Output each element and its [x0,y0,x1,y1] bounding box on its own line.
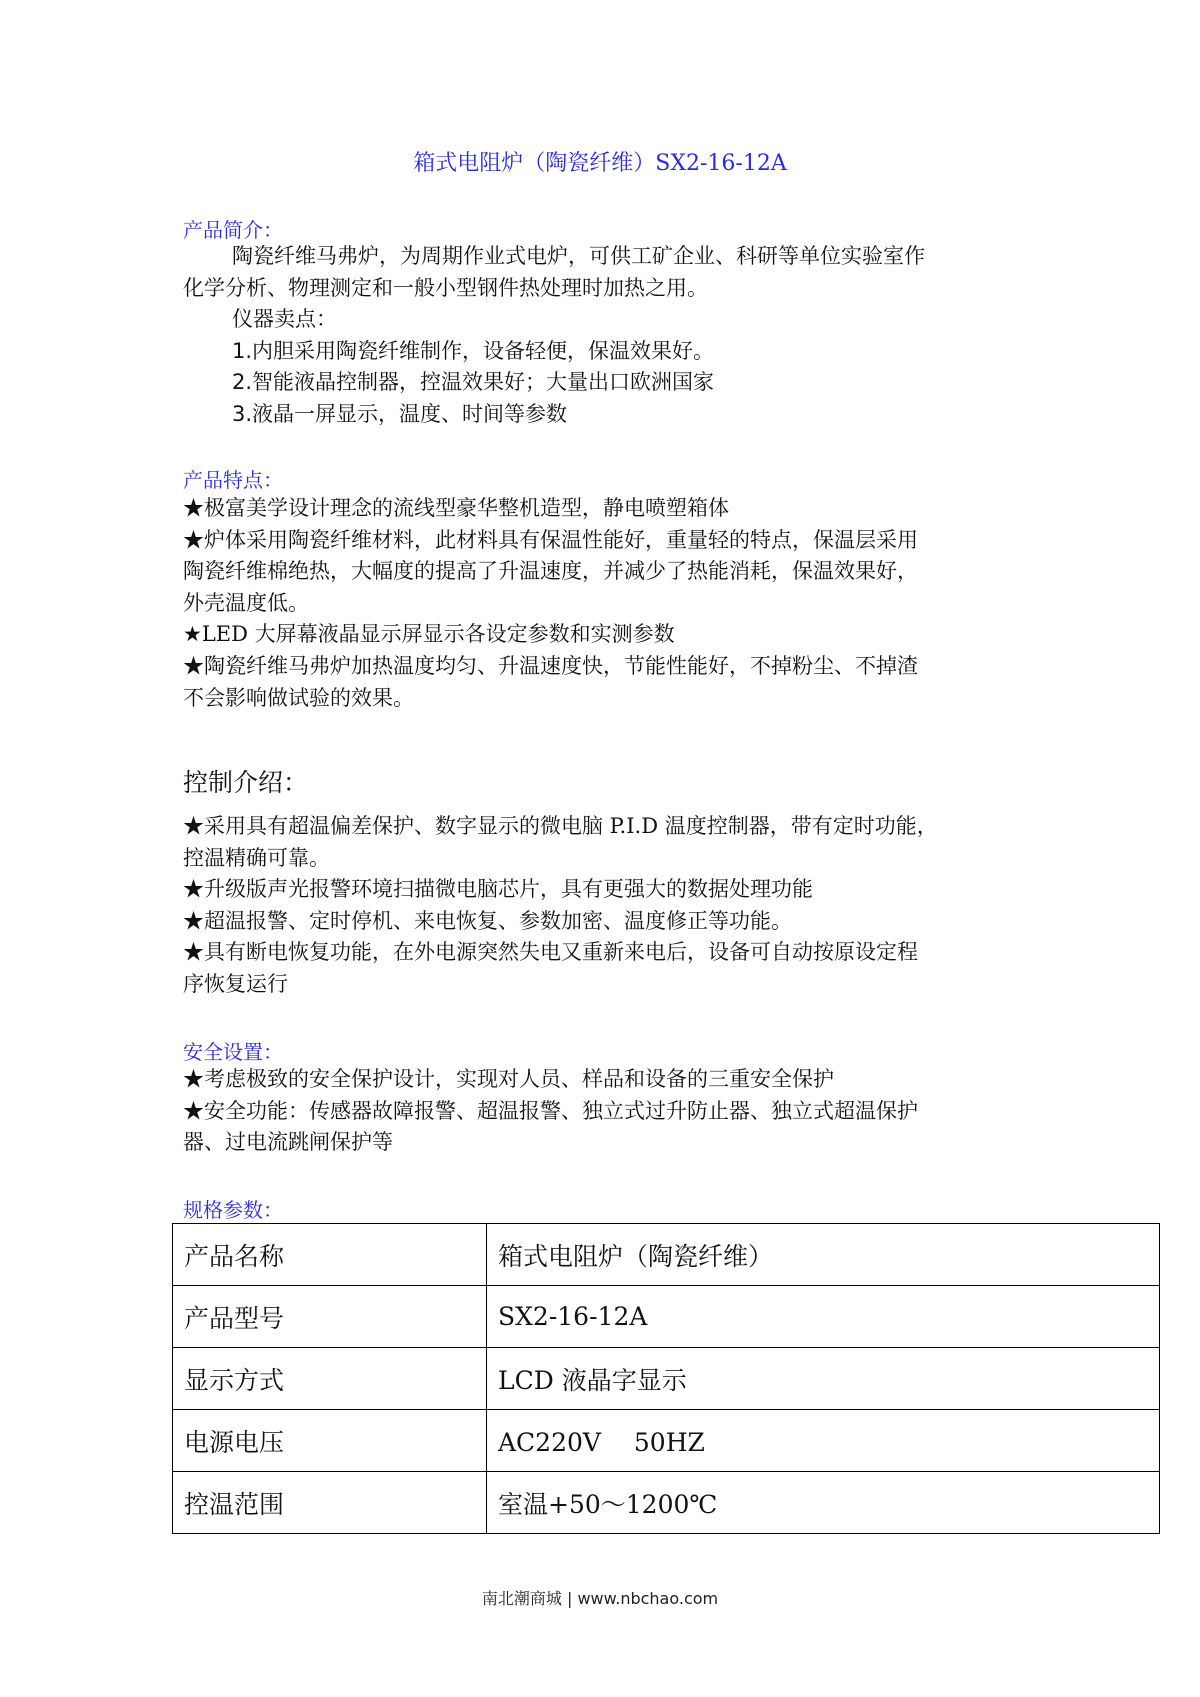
specs-heading: 规格参数： [183,1198,283,1222]
control-line: 序恢复运行 [183,971,288,996]
table-row [173,1410,1160,1472]
feature-line: ★极富美学设计理念的流线型豪华整机造型，静电喷塑箱体 [183,496,729,520]
footer-link[interactable]: 南北潮商城 | www.nbchao.com [481,1589,719,1608]
spec-key: 产品名称 [173,1224,487,1286]
control-line: ★采用具有超温偏差保护、数字显示的微电脑 P.I.D 温度控制器，带有定时功能， [183,814,938,838]
spec-value: SX2-16-12A [487,1286,1160,1348]
intro-line: 陶瓷纤维马弗炉，为周期作业式电炉，可供工矿企业、科研等单位实验室作 [232,244,925,268]
safety-heading: 安全设置： [183,1040,283,1064]
selling-point: 2.智能液晶控制器，控温效果好；大量出口欧洲国家 [232,370,715,395]
safety-section [183,1064,1043,1159]
table-row [173,1472,1160,1534]
safety-line: ★安全功能：传感器故障报警、超温报警、独立式过升防止器、独立式超温保护 [183,1098,918,1123]
table-row [173,1224,1160,1286]
selling-point: 3.液晶一屏显示，温度、时间等参数 [232,401,568,426]
safety-line: ★考虑极致的安全保护设计，实现对人员、样品和设备的三重安全保护 [183,1067,834,1091]
feature-line: 陶瓷纤维棉绝热，大幅度的提高了升温速度，并减少了热能消耗，保温效果好， [183,559,918,584]
spec-value: LCD 液晶字显示 [487,1348,1160,1410]
selling-heading: 仪器卖点： [232,307,337,332]
control-heading: 控制介绍： [183,768,309,797]
spec-key: 电源电压 [173,1410,487,1472]
spec-value: AC220V 50HZ [487,1410,1160,1472]
spec-key: 控温范围 [173,1472,487,1534]
feature-line: ★炉体采用陶瓷纤维材料，此材料具有保温性能好，重量轻的特点，保温层采用 [183,527,918,552]
control-line: ★超温报警、定时停机、来电恢复、参数加密、温度修正等功能。 [183,908,792,933]
feature-line: ★LED 大屏幕液晶显示屏显示各设定参数和实测参数 [183,622,675,647]
features-section [183,493,1043,714]
control-line: ★升级版声光报警环境扫描微电脑芯片，具有更强大的数据处理功能 [183,877,813,902]
spec-value: 室温+50～1200℃ [487,1472,1160,1534]
specs-table [172,1223,1160,1534]
feature-line: ★陶瓷纤维马弗炉加热温度均匀、升温速度快，节能性能好，不掉粉尘、不掉渣 [183,653,918,678]
safety-line: 器、过电流跳闸保护等 [183,1130,393,1155]
intro-section [183,241,1043,431]
control-line: 控温精确可靠。 [183,845,330,870]
spec-key: 显示方式 [173,1348,487,1410]
spec-value: 箱式电阻炉（陶瓷纤维） [487,1224,1160,1286]
control-section [183,811,1043,1001]
selling-point: 1.内胆采用陶瓷纤维制作，设备轻便，保温效果好。 [232,338,715,363]
intro-heading: 产品简介： [183,218,283,242]
document-title: 箱式电阻炉（陶瓷纤维）SX2-16-12A [413,151,787,176]
feature-line: 不会影响做试验的效果。 [183,685,414,710]
table-row [173,1348,1160,1410]
features-heading: 产品特点： [183,468,283,492]
intro-line: 化学分析、物理测定和一般小型钢件热处理时加热之用。 [183,275,708,300]
control-line: ★具有断电恢复功能，在外电源突然失电又重新来电后，设备可自动按原设定程 [183,940,918,965]
feature-line: 外壳温度低。 [183,590,309,615]
spec-key: 产品型号 [173,1286,487,1348]
table-row [173,1286,1160,1348]
